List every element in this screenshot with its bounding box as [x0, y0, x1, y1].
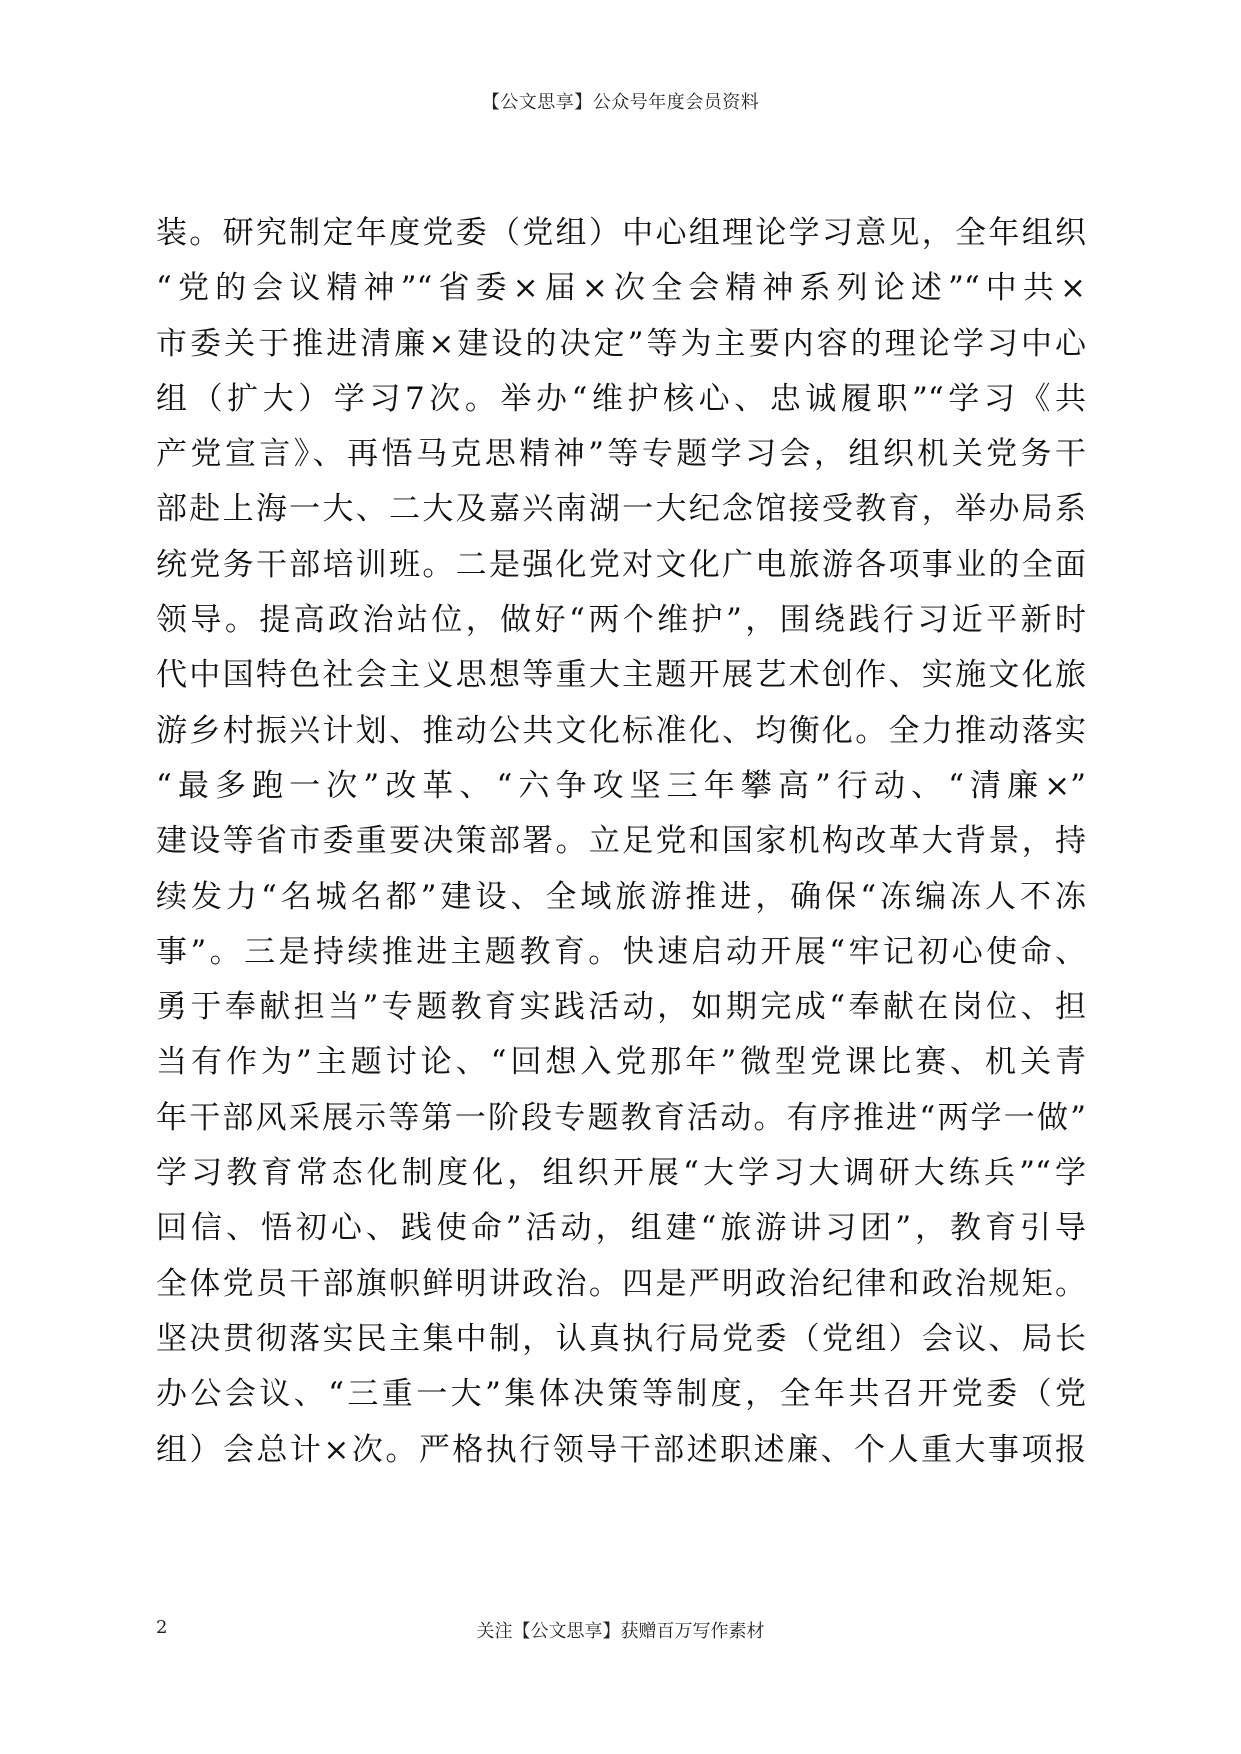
- text-line: 领导。提高政治站位，做好“两个维护”，围绕践行习近平新时: [156, 602, 1086, 639]
- text-line: 游乡村振兴计划、推动公共文化标准化、均衡化。全力推动落实: [156, 712, 1086, 749]
- text-line: 市委关于推进清廉×建设的决定”等为主要内容的理论学习中心: [156, 325, 1086, 362]
- text-line: 全体党员干部旗帜鲜明讲政治。四是严明政治纪律和政治规矩。: [156, 1265, 1086, 1302]
- text-line: 部赴上海一大、二大及嘉兴南湖一大纪念馆接受教育，举办局系: [156, 491, 1086, 528]
- text-line: 事”。三是持续推进主题教育。快速启动开展“牢记初心使命、: [156, 933, 1086, 970]
- text-line: 组）会总计×次。严格执行领导干部述职述廉、个人重大事项报: [156, 1431, 1086, 1468]
- text-line: 代中国特色社会主义思想等重大主题开展艺术创作、实施文化旅: [156, 657, 1086, 694]
- text-line: 产党宣言》、再悟马克思精神”等专题学习会，组织机关党务干: [156, 436, 1086, 473]
- text-line: 装。研究制定年度党委（党组）中心组理论学习意见，全年组织: [156, 215, 1086, 251]
- text-line: 当有作为”主题讨论、“回想入党那年”微型党课比赛、机关青: [156, 1044, 1086, 1081]
- text-line: 统党务干部培训班。二是强化党对文化广电旅游各项事业的全面: [156, 546, 1086, 583]
- text-line: 学习教育常态化制度化，组织开展“大学习大调研大练兵”“学: [156, 1155, 1086, 1192]
- text-line: “党的会议精神”“省委×届×次全会精神系列论述”“中共×: [156, 270, 1086, 307]
- text-line: 组（扩大）学习7次。举办“维护核心、忠诚履职”“学习《共: [156, 380, 1086, 417]
- footer-text: 关注【公文思享】获赠百万写作素材: [476, 1621, 765, 1642]
- text-line: 勇于奉献担当”专题教育实践活动，如期完成“奉献在岗位、担: [156, 989, 1086, 1026]
- text-line: 年干部风采展示等第一阶段专题教育活动。有序推进“两学一做”: [156, 1099, 1086, 1136]
- text-line: 办公会议、“三重一大”集体决策等制度，全年共召开党委（党: [156, 1376, 1086, 1413]
- text-line: 建设等省市委重要决策部署。立足党和国家机构改革大背景，持: [156, 823, 1086, 860]
- text-line: “最多跑一次”改革、“六争攻坚三年攀高”行动、“清廉×”: [156, 767, 1086, 804]
- body-text: [156, 206, 1086, 1478]
- text-line: 回信、悟初心、践使命”活动，组建“旅游讲习团”，教育引导: [156, 1210, 1086, 1247]
- text-line: 坚决贯彻落实民主集中制，认真执行局党委（党组）会议、局长: [156, 1320, 1086, 1357]
- page-number: 2: [156, 1617, 168, 1638]
- text-line: 续发力“名城名都”建设、全域旅游推进，确保“冻编冻人不冻: [156, 878, 1086, 915]
- page-header: 【公文思享】公众号年度会员资料: [481, 92, 760, 113]
